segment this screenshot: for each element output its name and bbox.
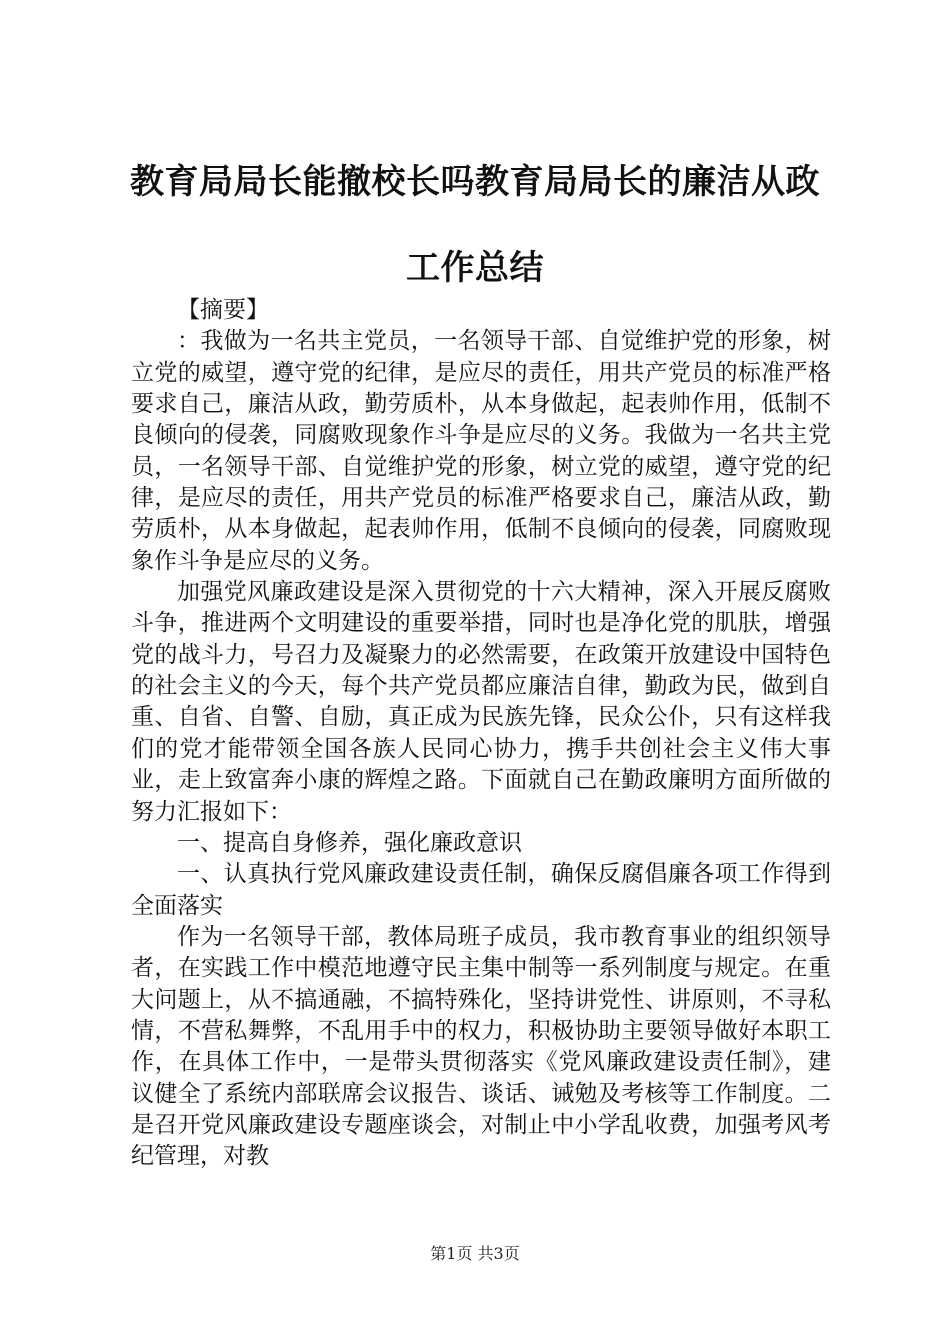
document-title-line-2: 工作总结 xyxy=(406,248,544,288)
abstract-heading: 【摘要】 xyxy=(177,297,269,323)
document-title-line-1: 教育局局长能撤校长吗教育局局长的廉洁从政 xyxy=(130,162,820,202)
page-number-footer: 第1页 共3页 xyxy=(430,1244,520,1263)
body-paragraph-2: 作为一名领导干部，教体局班子成员，我市教育事业的组织领导者，在实践工作中模范地遵守民主集中制等一系列制度与规定。在重大问题上，从不搞通融，不搞特殊化，坚持讲党性、讲原则，不寻私情，不营私舞弊，不乱用手中的权力，积极协助主要领导做好本职工作，在具体工作中，一是带头贯彻落实《党风廉政建设责任制》，建议健全了系统内部联席会议报告、谈话、诫勉及考核等工作制度。二是召开党风廉政建设专题座谈会，对制止中小学乱收费，加强考风考纪管理，对教 xyxy=(131,923,831,1170)
section-heading-1: 一、提高自身修养，强化廉政意识 xyxy=(177,829,522,856)
body-paragraph-1: 加强党风廉政建设是深入贯彻党的十六大精神，深入开展反腐败斗争，推进两个文明建设的重要举措，同时也是净化党的肌肤，增强党的战斗力，号召力及凝聚力的必然需要，在政策开放建设中国特色的社会主义的今天，每个共产党员都应廉洁自律，勤政为民，做到自重、自省、自警、自励，真正成为民族先锋，民众公仆，只有这样我们的党才能带领全国各族人民同心协力，携手共创社会主义伟大事业，走上致富奔小康的辉煌之路。下面就自己在勤政廉明方面所做的努力汇报如下： xyxy=(131,579,831,825)
document-body xyxy=(131,295,831,1173)
section-heading-2: 一、认真执行党风廉政建设责任制，确保反腐倡廉各项工作得到全面落实 xyxy=(131,861,831,919)
abstract-paragraph: ：我做为一名共主党员，一名领导干部、自觉维护党的形象，树立党的威望，遵守党的纪律，是应尽的责任，用共产党员的标准严格要求自己，廉洁从政，勤劳质朴，从本身做起，起表帅作用，低制不良倾向的侵袭，同腐败现象作斗争是应尽的义务。我做为一名共主党员，一名领导干部、自觉维护党的形象，树立党的威望，遵守党的纪律，是应尽的责任，用共产党员的标准严格要求自己，廉洁从政，勤劳质朴，从本身做起，起表帅作用，低制不良倾向的侵袭，同腐败现象作斗争是应尽的义务。 xyxy=(131,328,831,574)
